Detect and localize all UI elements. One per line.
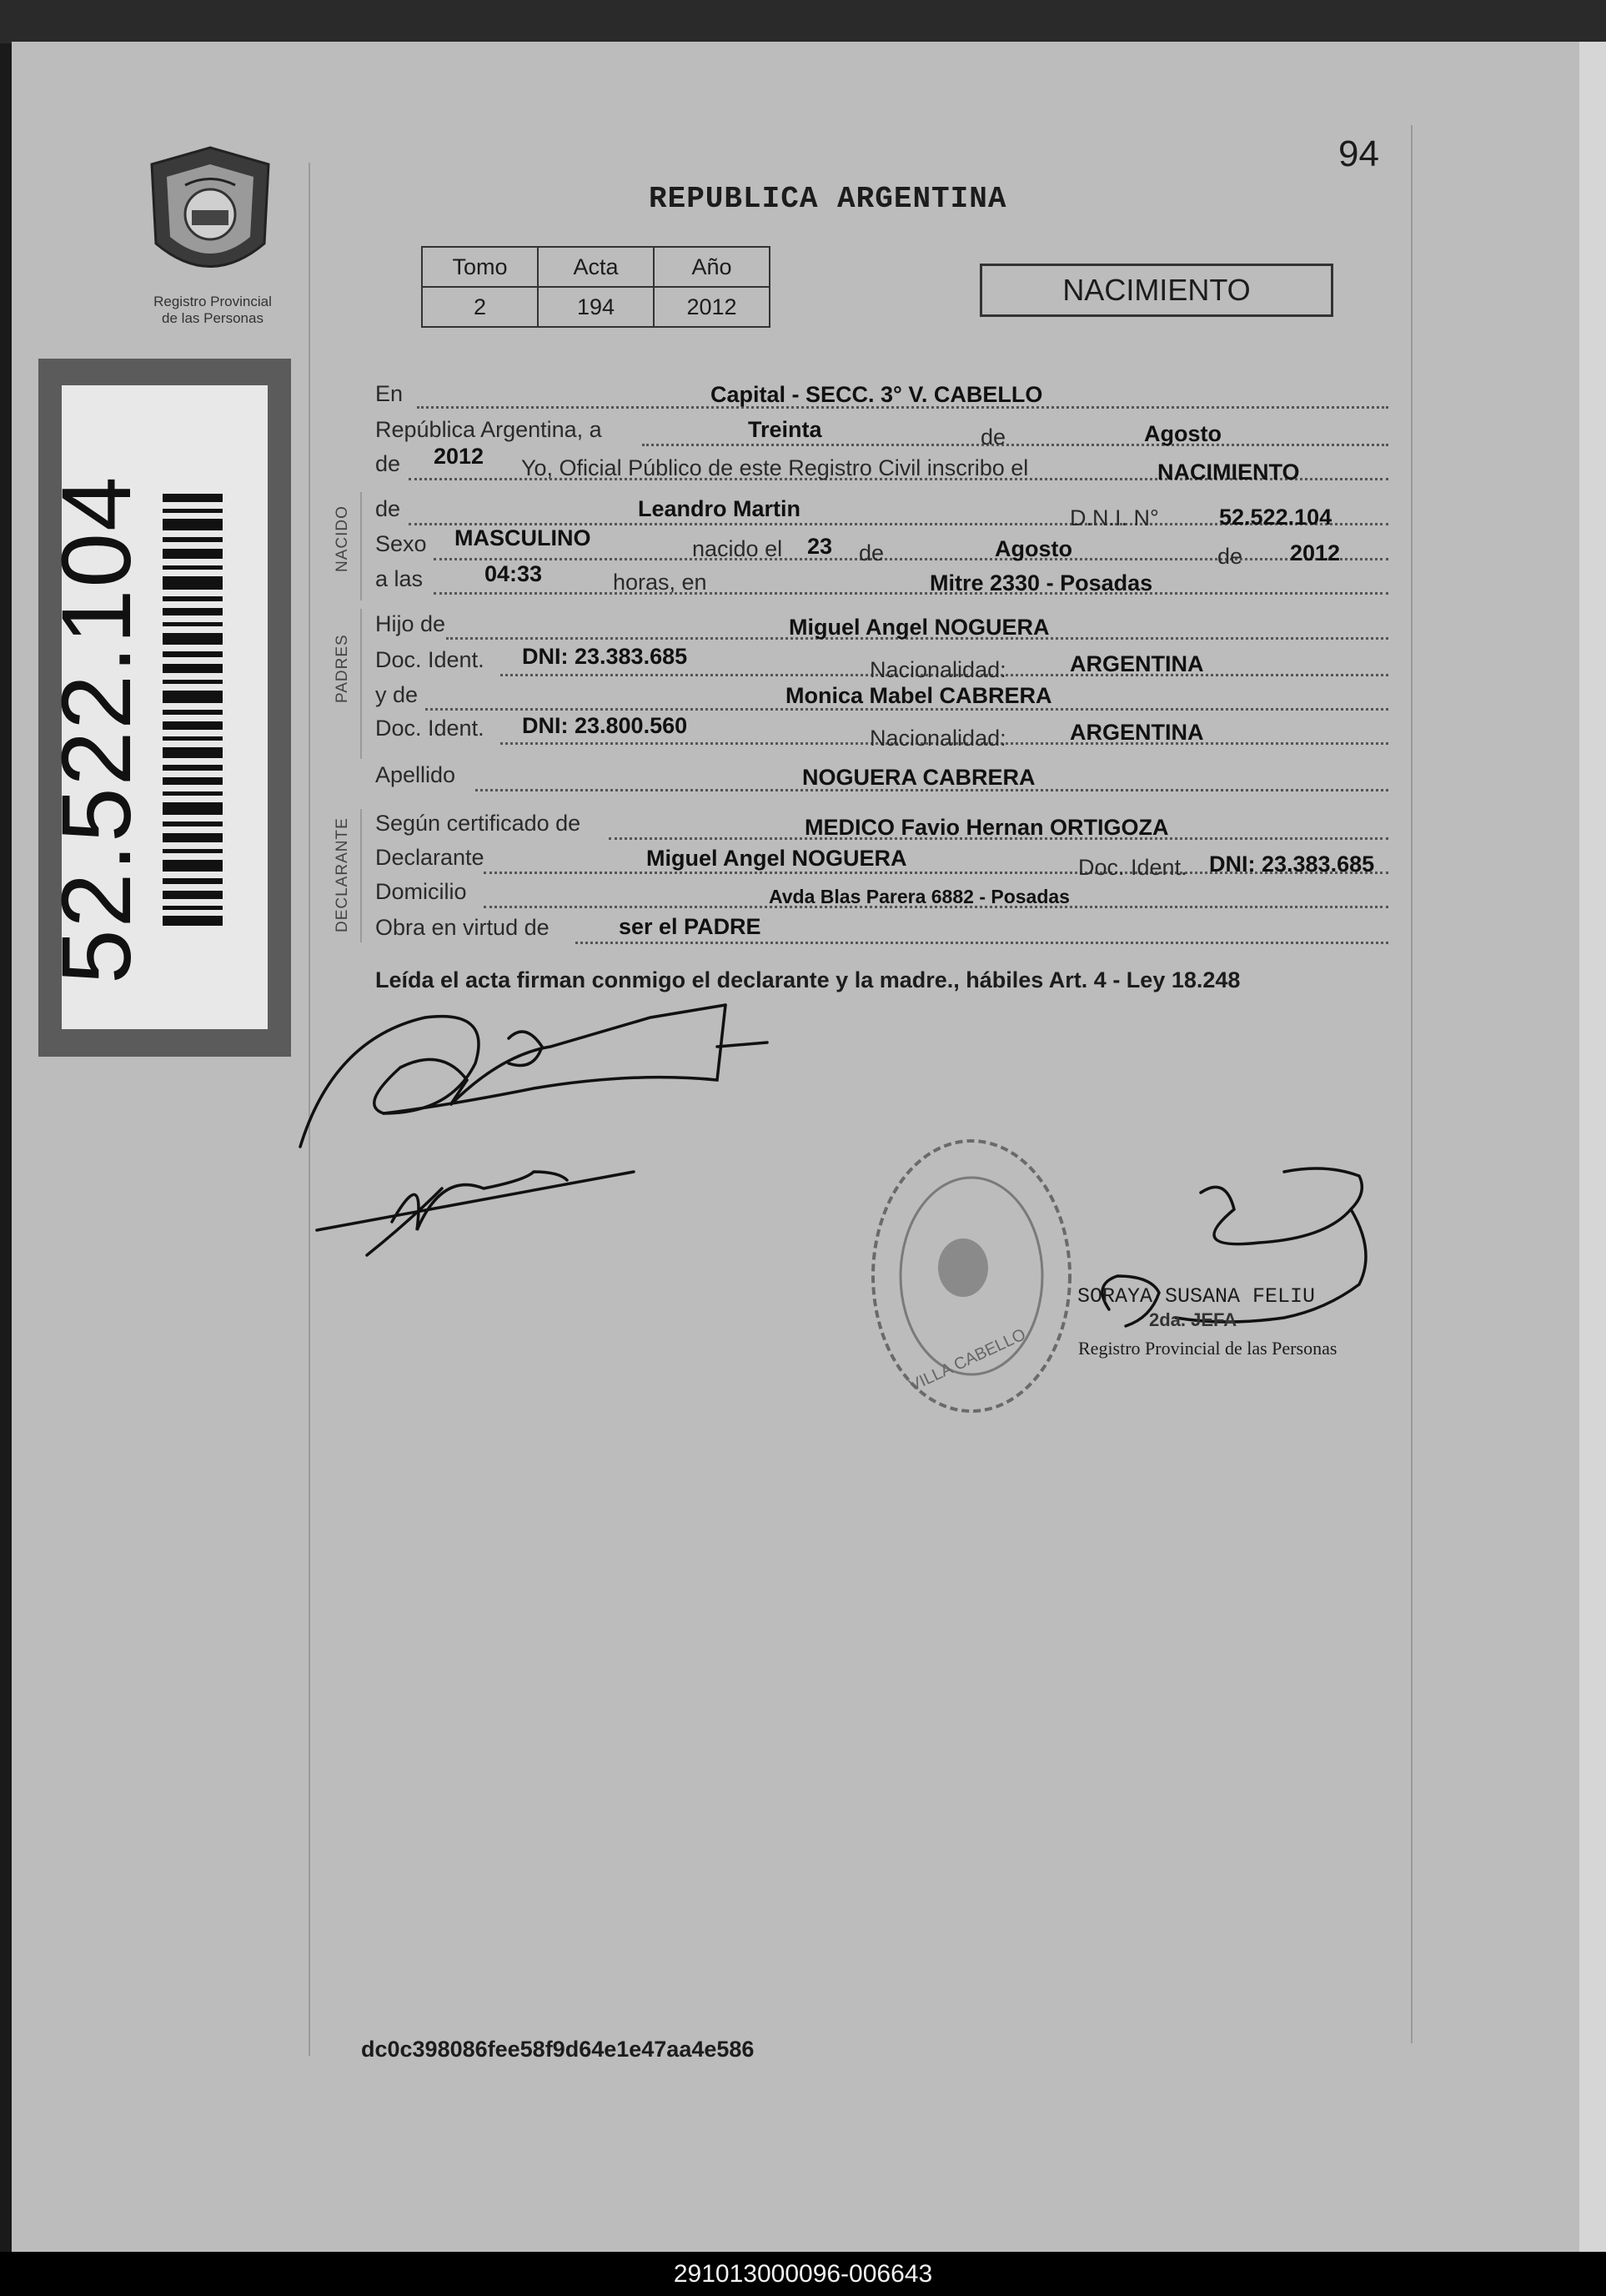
label-domicilio: Domicilio xyxy=(375,879,467,904)
label-apellido: Apellido xyxy=(375,762,456,787)
label-de: de xyxy=(981,425,1006,450)
value-dia-registro: Treinta xyxy=(748,417,822,442)
dotted-line xyxy=(434,558,1388,560)
declarant-signature xyxy=(284,988,800,1272)
vertical-id-number: 52.522.104 xyxy=(42,475,152,984)
page-right-edge xyxy=(1579,42,1606,2252)
label-de: de xyxy=(375,496,401,521)
dotted-line xyxy=(434,592,1388,595)
label-republica: República Argentina, a xyxy=(375,417,602,442)
value-hora: 04:33 xyxy=(484,561,543,586)
official-stamp-icon xyxy=(859,1126,1084,1426)
label-nacionalidad: Nacionalidad: xyxy=(870,726,1006,751)
page-number: 94 xyxy=(1338,133,1379,174)
label-nacido-el: nacido el xyxy=(692,536,783,561)
value-anio-registro: 2012 xyxy=(434,444,484,469)
value-anio: 2012 xyxy=(654,287,770,327)
label-declarante: Declarante xyxy=(375,845,484,870)
official-role: 2da. JEFA xyxy=(1149,1309,1237,1330)
value-madre-doc: DNI: 23.800.560 xyxy=(522,713,688,738)
value-padre-doc: DNI: 23.383.685 xyxy=(522,644,688,669)
section-divider xyxy=(360,609,362,759)
section-label-declarante: DECLARANTE xyxy=(334,817,351,932)
scan-top-edge xyxy=(0,0,1606,43)
value-acta: 194 xyxy=(538,287,654,327)
value-inscribo: NACIMIENTO xyxy=(1157,460,1300,485)
value-dni: 52.522.104 xyxy=(1219,505,1332,530)
value-certificado: MEDICO Favio Hernan ORTIGOZA xyxy=(805,815,1169,840)
dotted-line xyxy=(642,444,1388,446)
label-doc-ident: Doc. Ident. xyxy=(375,647,484,672)
label-sexo: Sexo xyxy=(375,531,427,556)
value-madre: Monica Mabel CABRERA xyxy=(785,683,1052,708)
label-a-las: a las xyxy=(375,566,424,591)
right-margin-line xyxy=(1411,125,1413,2043)
value-declarante: Miguel Angel NOGUERA xyxy=(646,846,907,871)
value-nacido-mes: Agosto xyxy=(995,536,1072,561)
label-de: de xyxy=(1217,544,1243,569)
section-label-nacido: NACIDO xyxy=(334,505,351,572)
value-declarante-doc: DNI: 23.383.685 xyxy=(1209,852,1375,877)
document-title: REPUBLICA ARGENTINA xyxy=(649,182,1007,216)
label-nacionalidad: Nacionalidad: xyxy=(870,657,1006,682)
header-anio: Año xyxy=(654,247,770,287)
label-hijo-de: Hijo de xyxy=(375,611,446,636)
value-lugar-nacimiento: Mitre 2330 - Posadas xyxy=(930,570,1153,595)
value-nacido-dia: 23 xyxy=(807,534,833,559)
text-inscribo: Yo, Oficial Público de este Registro Civil inscribo el xyxy=(521,455,1029,480)
value-tomo: 2 xyxy=(422,287,538,327)
footer-id: 291013000096-006643 xyxy=(0,2252,1606,2296)
official-name: SORAYA SUSANA FELIU xyxy=(1077,1284,1316,1309)
label-en: En xyxy=(375,381,404,406)
section-label-padres: PADRES xyxy=(334,634,351,703)
stamp-inner-text: VILLA CABELLO xyxy=(906,1325,1029,1395)
dotted-line xyxy=(575,942,1388,944)
label-de: de xyxy=(375,451,401,476)
value-obra: ser el PADRE xyxy=(619,914,761,939)
registry-caption xyxy=(125,294,300,327)
value-padre-nacionalidad: ARGENTINA xyxy=(1070,651,1204,676)
barcode-icon xyxy=(163,494,223,926)
label-doc-ident: Doc. Ident. xyxy=(375,716,484,741)
document-hash: dc0c398086fee58f9d64e1e47aa4e586 xyxy=(361,2037,755,2062)
value-sexo: MASCULINO xyxy=(454,525,591,550)
value-madre-nacionalidad: ARGENTINA xyxy=(1070,720,1204,745)
registry-caption-line1: Registro Provincial xyxy=(153,294,272,309)
closing-statement: Leída el acta firman conmigo el declarante y la madre., hábiles Art. 4 - Ley 18.248 xyxy=(375,967,1241,992)
value-mes-registro: Agosto xyxy=(1144,421,1222,446)
header-acta: Acta xyxy=(538,247,654,287)
value-padre: Miguel Angel NOGUERA xyxy=(789,615,1050,640)
value-domicilio: Avda Blas Parera 6882 - Posadas xyxy=(769,886,1070,907)
value-nacido-anio: 2012 xyxy=(1290,540,1341,565)
value-lugar-registro: Capital - SECC. 3° V. CABELLO xyxy=(710,382,1043,407)
label-doc-ident: Doc. Ident. xyxy=(1078,855,1187,880)
label-de: de xyxy=(859,540,885,565)
province-seal-icon xyxy=(143,143,277,294)
label-horas-en: horas, en xyxy=(613,570,707,595)
section-divider xyxy=(360,809,362,942)
value-apellido: NOGUERA CABRERA xyxy=(802,765,1036,790)
record-table-values xyxy=(422,287,770,327)
record-table-header xyxy=(422,247,770,287)
label-dni: D.N.I. N° xyxy=(1070,505,1159,530)
registry-caption-line2: de las Personas xyxy=(162,310,263,326)
label-certificado: Según certificado de xyxy=(375,811,581,836)
section-divider xyxy=(360,492,362,600)
record-type-box: NACIMIENTO xyxy=(980,264,1333,317)
label-obra: Obra en virtud de xyxy=(375,915,550,940)
official-office: Registro Provincial de las Personas xyxy=(1078,1338,1337,1359)
record-table xyxy=(421,246,770,328)
value-nombre: Leandro Martin xyxy=(638,496,801,521)
header-tomo: Tomo xyxy=(422,247,538,287)
label-y-de: y de xyxy=(375,682,419,707)
